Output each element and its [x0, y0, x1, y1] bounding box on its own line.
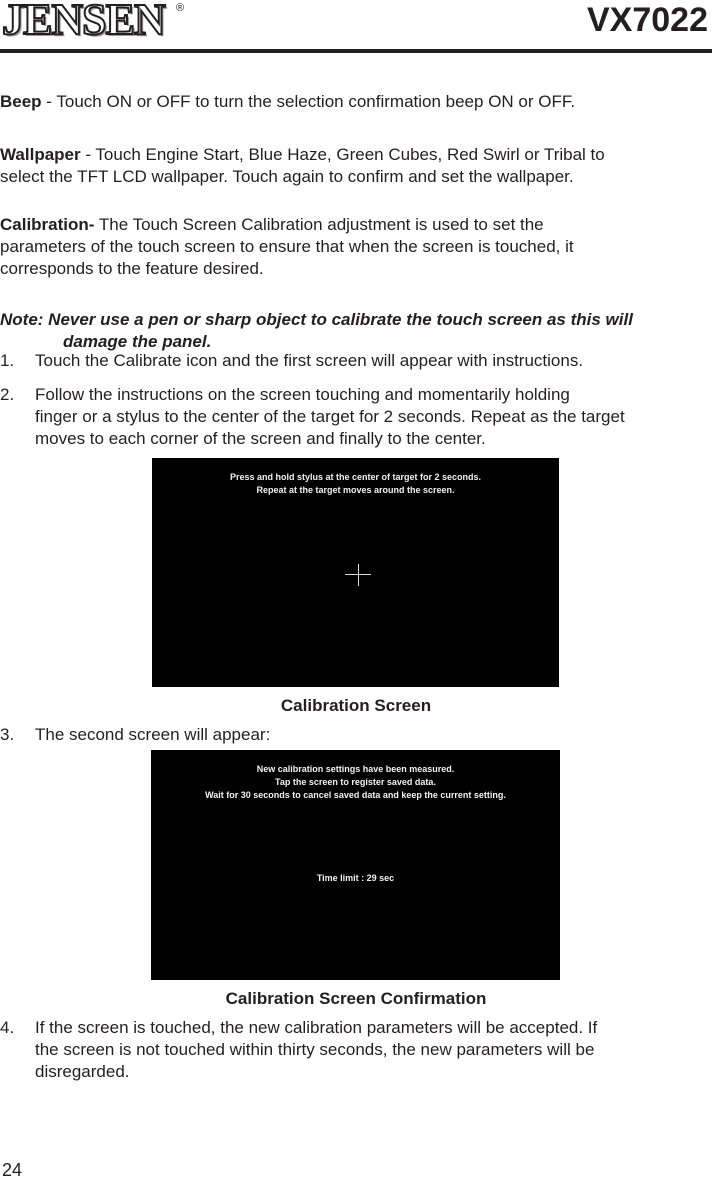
beep-paragraph [0, 91, 712, 113]
step-number: 1. [0, 351, 15, 370]
step-number: 3. [0, 725, 15, 744]
screen-instruction-line: Press and hold stylus at the center of target for 2 seconds. [229, 472, 482, 482]
step-text-line: finger or a stylus to the center of the target for 2 seconds. Repeat as the target [35, 407, 625, 426]
calibration-screen-image [152, 458, 559, 687]
beep-term: Beep [0, 92, 42, 111]
caption-calibration-screen: Calibration Screen [280, 696, 432, 715]
beep-text: - Touch ON or OFF to turn the selection confirmation beep ON or OFF. [41, 92, 576, 111]
time-limit-readout: Time limit : 29 sec [316, 873, 395, 883]
step-text [35, 1017, 711, 1083]
calibration-confirmation-image [151, 750, 560, 980]
step-text-line: If the screen is touched, the new calibration parameters will be accepted. If [35, 1018, 598, 1037]
step-text-line: the screen is not touched within thirty seconds, the new parameters will be [35, 1040, 595, 1059]
step-number: 2. [0, 385, 15, 404]
caption-calibration-confirmation: Calibration Screen Confirmation [225, 989, 487, 1008]
page-number: 24 [2, 1160, 23, 1180]
calibration-text-line: The Touch Screen Calibration adjustment is used to set the [94, 215, 544, 234]
note-line: Note: Never use a pen or sharp object to calibrate the touch screen as this will [0, 310, 633, 329]
step-text [35, 384, 711, 450]
calibration-text-line: corresponds to the feature desired. [0, 259, 264, 278]
jensen-logo: JENSEN [2, 0, 165, 44]
wallpaper-term: Wallpaper [0, 145, 81, 164]
screen-message-line: Tap the screen to register saved data. [275, 777, 436, 787]
model-number: VX7022 [587, 1, 708, 39]
step-text-line: disregarded. [35, 1062, 130, 1081]
note-paragraph [0, 309, 712, 353]
step-text: Touch the Calibrate icon and the first screen will appear with instructions. [35, 351, 584, 370]
header-rule [0, 49, 712, 53]
target-crosshair-icon [345, 564, 371, 586]
wallpaper-text-line: select the TFT LCD wallpaper. Touch again to confirm and set the wallpaper. [0, 167, 574, 186]
screen-instruction-line: Repeat at the target moves around the screen. [256, 485, 455, 495]
step-number: 4. [0, 1018, 15, 1037]
screen-message-line: New calibration settings have been measured. [256, 764, 455, 774]
step-text: The second screen will appear: [35, 725, 271, 744]
calibration-text-line: parameters of the touch screen to ensure that when the screen is touched, it [0, 237, 574, 256]
calibration-term: Calibration- [0, 215, 95, 234]
note-line: damage the panel. [63, 332, 212, 351]
registered-mark: ® [176, 2, 185, 14]
calibration-paragraph [0, 214, 712, 280]
wallpaper-text-line: - Touch Engine Start, Blue Haze, Green Cubes, Red Swirl or Tribal to [80, 145, 605, 164]
screen-message-line: Wait for 30 seconds to cancel saved data and keep the current setting. [205, 790, 506, 800]
wallpaper-paragraph [0, 144, 712, 188]
step-text-line: moves to each corner of the screen and finally to the center. [35, 429, 486, 448]
page-header [0, 0, 712, 56]
step-text-line: Follow the instructions on the screen touching and momentarily holding [35, 385, 570, 404]
